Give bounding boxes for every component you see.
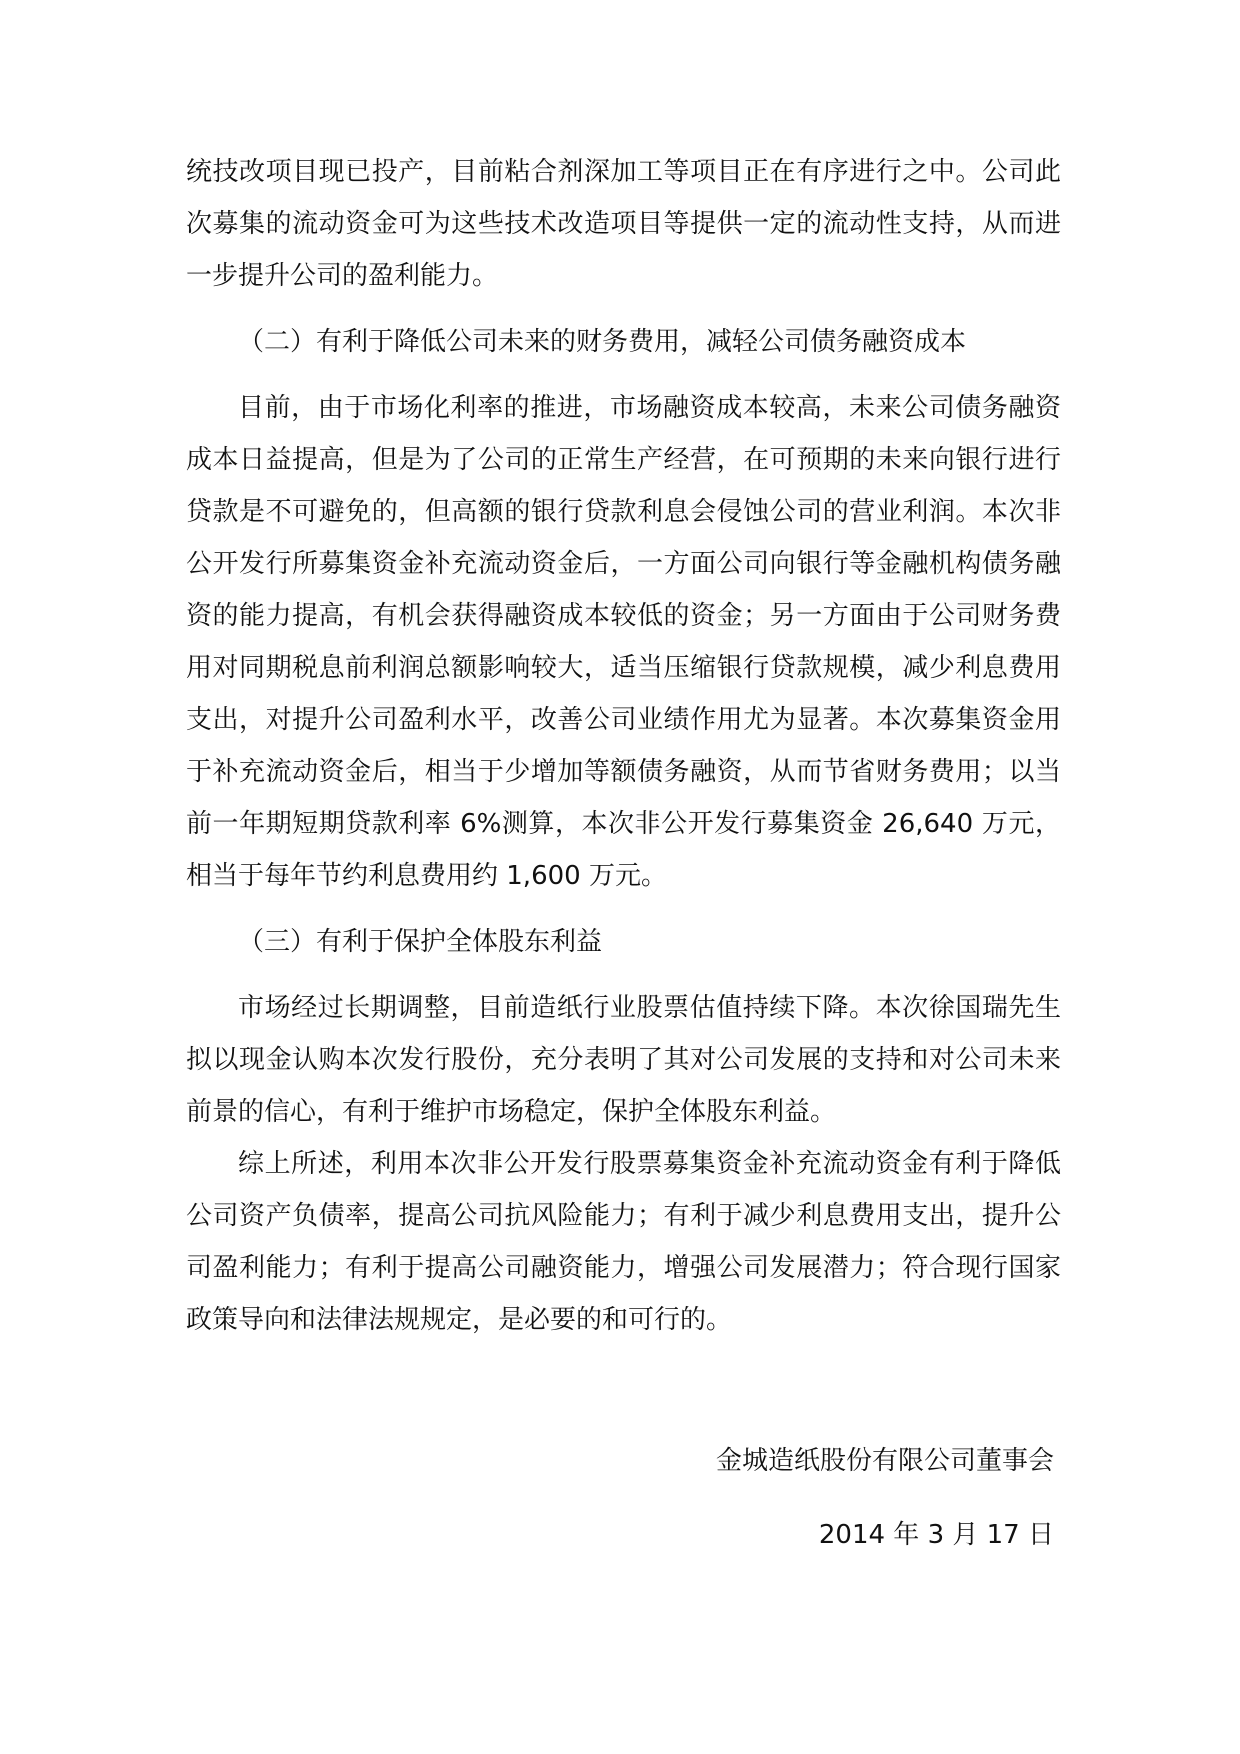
document-body: [186, 146, 1061, 1346]
paragraph-conclusion: 综上所述，利用本次非公开发行股票募集资金补充流动资金有利于降低公司资产负债率，提高公司抗风险能力；有利于减少利息费用支出，提升公司盈利能力；有利于提高公司融资能力，增强公司发展潜力；符合现行国家政策导向和法律法规规定，是必要的和可行的。: [186, 1149, 1061, 1335]
signature-organization: 金城造纸股份有限公司董事会: [715, 1446, 1054, 1476]
paragraph-financial-cost: 目前，由于市场化利率的推进，市场融资成本较高，未来公司债务融资成本日益提高，但是为了公司的正常生产经营，在可预期的未来向银行进行贷款是不可避免的，但高额的银行贷款利息会侵蚀公司的营业利润。本次非公开发行所募集资金补充流动资金后，一方面公司向银行等金融机构债务融资的能力提高，有机会获得融资成本较低的资金；另一方面由于公司财务费用对同期税息前利润总额影响较大，适当压缩银行贷款规模，减少利息费用支出，对提升公司盈利水平，改善公司业绩作用尤为显著。本次募集资金用于补充流动资金后，相当于少增加等额债务融资，从而节省财务费用；以当前一年期短期贷款利率 6%测算，本次非公开发行募集资金 26,640 万元，相当于每年节约利息费用约 1,600 万元。: [186, 393, 1061, 891]
section-heading-2: （二）有利于降低公司未来的财务费用，减轻公司债务融资成本: [238, 327, 967, 357]
paragraph-continuation: 统技改项目现已投产，目前粘合剂深加工等项目正在有序进行之中。公司此次募集的流动资金可为这些技术改造项目等提供一定的流动性支持，从而进一步提升公司的盈利能力。: [186, 157, 1061, 291]
section-heading-3: （三）有利于保护全体股东利益: [238, 927, 603, 957]
paragraph-shareholder-interest: 市场经过长期调整，目前造纸行业股票估值持续下降。本次徐国瑞先生拟以现金认购本次发行股份，充分表明了其对公司发展的支持和对公司未来前景的信心，有利于维护市场稳定，保护全体股东利益。: [186, 993, 1061, 1127]
signature-date: 2014 年 3 月 17 日: [818, 1520, 1054, 1550]
